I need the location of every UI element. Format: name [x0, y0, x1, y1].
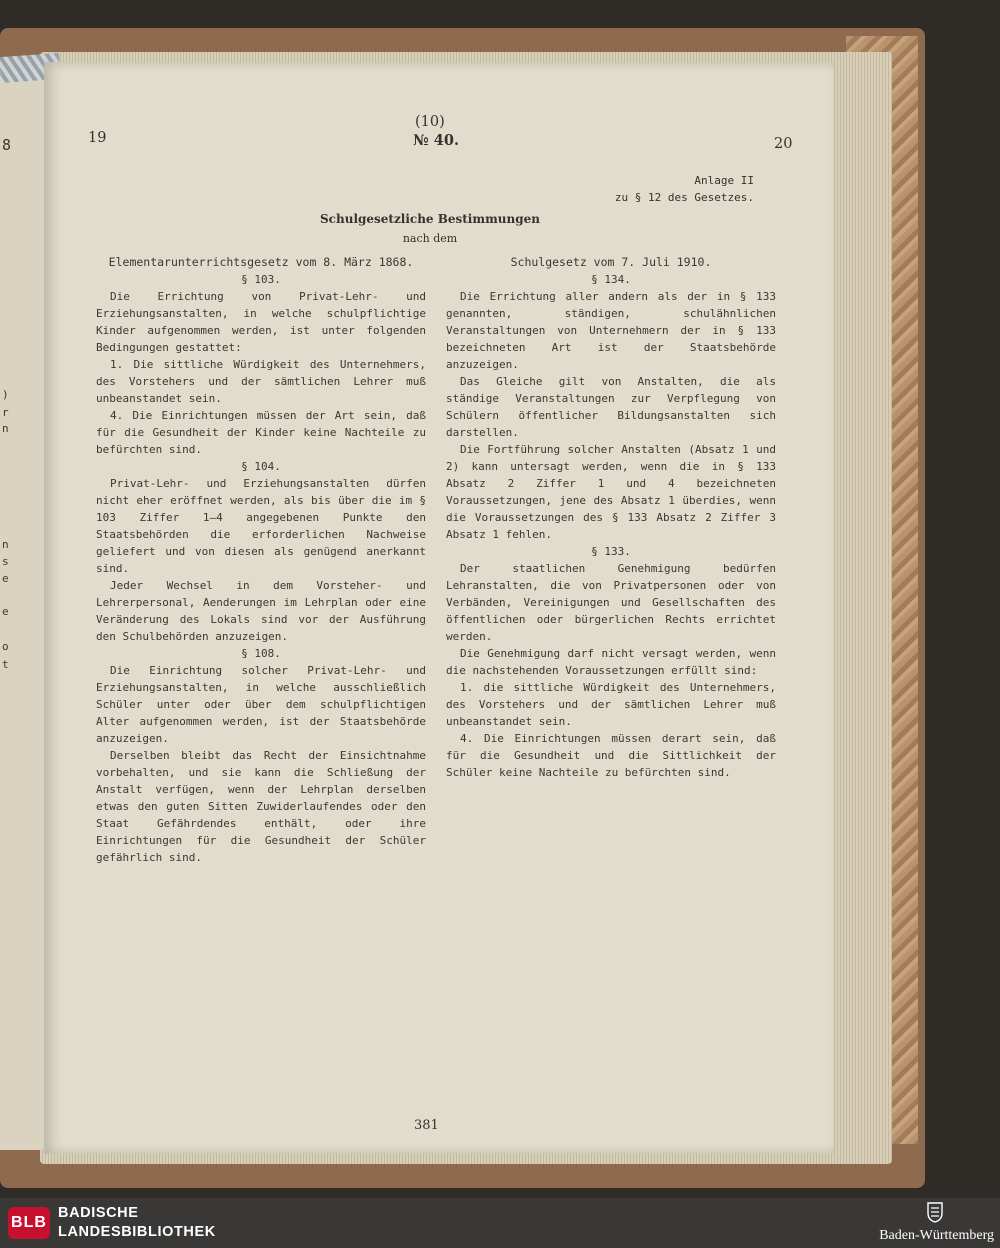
paragraph: Derselben bleibt das Recht der Einsichtnahme vorbehalten, und sie kann die Schließung der Anstalt verfügen, wenn der Lehrplan derselben etwas den guten Sitten Zuwiderlaufendes oder den Staat Gefährdendes enthält, oder ihre Einrichtungen für die Gesundheit der Schüler gefährlich sind. — [96, 749, 426, 864]
list-item: 4. Die Einrichtungen müssen derart sein, daß für die Gesundheit und die Sittlichkeit der Schüler keine Nachteile zu befürchten sind. — [446, 732, 776, 779]
library-name-line-2: LANDESBIBLIOTHEK — [58, 1224, 216, 1240]
left-column — [96, 254, 426, 866]
blb-logo[interactable]: BLB — [8, 1207, 50, 1239]
margin-fragment: 8 — [2, 136, 12, 154]
list-item: 1. Die sittliche Würdigkeit des Unternehmers, des Vorstehers und der sämtlichen Lehrer muß unbeanstandet sein. — [96, 358, 426, 405]
margin-fragment: e — [2, 605, 9, 618]
annex-note — [604, 172, 754, 206]
section-title: § 133. — [591, 545, 631, 558]
section-title: § 103. — [241, 273, 281, 286]
paragraph: Die Errichtung von Privat-Lehr- und Erziehungsanstalten, in welche schulpflichtige Kinder aufgenommen werden, ist unter folgenden Bedingungen gestattet: — [96, 290, 426, 354]
paragraph: Die Fortführung solcher Anstalten (Absatz 1 und 2) kann untersagt werden, wenn die in § 133 Absatz 2 Ziffer 1 und 4 bezeichneten Voraussetzungen, jene des Absatz 1 überdies, wenn die Voraussetzungen des § 133 Absatz 2 Ziffer 3 Absatz 1 fehlen. — [446, 443, 776, 541]
left-page-fragment — [0, 70, 48, 1150]
annex-line-1: Anlage II — [694, 174, 754, 187]
page-number-bottom: 381 — [414, 1118, 439, 1133]
paragraph: Die Errichtung aller andern als der in § 133 genannten, ständigen, schulähnlichen Veranstaltungen von Unternehmern der in § 133 bezeichneten Art ist der Staatsbehörde anzuzeigen. — [446, 290, 776, 371]
section-title: § 134. — [591, 273, 631, 286]
section-title: § 104. — [241, 460, 281, 473]
paragraph: Jeder Wechsel in dem Vorsteher- und Lehrerpersonal, Aenderungen im Lehrplan oder eine Veränderung des Lokals sind vor der Ausführung den Schulbehörden anzuzeigen. — [96, 579, 426, 643]
left-column-heading: Elementarunterrichtsgesetz vom 8. März 1868. — [108, 255, 414, 269]
margin-fragment: n — [2, 538, 9, 551]
annex-line-2: zu § 12 des Gesetzes. — [614, 191, 754, 204]
margin-fragment: o — [2, 640, 9, 653]
page-number-left: 19 — [88, 130, 107, 146]
footer-bar — [0, 1198, 1000, 1248]
right-column — [446, 254, 776, 781]
paragraph: Die Einrichtung solcher Privat-Lehr- und Erziehungsanstalten, in welche ausschließlich Schüler unter oder über dem schulpflichtigen Alter aufgenommen werden, ist der Staatsbehörde anzuzeigen. — [96, 664, 426, 745]
list-item: 1. die sittliche Würdigkeit des Unternehmers, des Vorstehers und der sämtlichen Lehrer muß unbeanstandet sein. — [446, 681, 776, 728]
state-crest-icon — [926, 1201, 944, 1223]
paragraph: Privat-Lehr- und Erziehungsanstalten dürfen nicht eher eröffnet werden, als bis über die im § 103 Ziffer 1—4 angegebenen Punkte den Staatsbehörden die erforderlichen Nachweise geliefert und von diesen als genügend anerkannt sind. — [96, 477, 426, 575]
library-name-line-1: BADISCHE — [58, 1205, 139, 1221]
document-page — [44, 62, 834, 1154]
section-title: § 108. — [241, 647, 281, 660]
margin-fragment: s — [2, 555, 9, 568]
margin-fragment: ) — [2, 388, 9, 401]
paragraph: Das Gleiche gilt von Anstalten, die als ständige Veranstaltungen zur Verpflegung von Schülern öffentlicher Bildungsanstalten sich darstellen. — [446, 375, 776, 439]
paragraph: Der staatlichen Genehmigung bedürfen Lehranstalten, die von Privatpersonen oder von Verbänden, Vereinigungen und Gesellschaften des öffentlichen oder bürgerlichen Rechts errichtet werden. — [446, 562, 776, 643]
header-issue-number: № 40. — [413, 132, 460, 149]
margin-fragment: n — [2, 422, 9, 435]
page-number-right: 20 — [774, 136, 793, 152]
document-title: Schulgesetzliche Bestimmungen — [320, 212, 540, 226]
margin-fragment: e — [2, 572, 9, 585]
margin-fragment: t — [2, 658, 9, 671]
list-item: 4. Die Einrichtungen müssen der Art sein, daß für die Gesundheit der Kinder keine Nachteile zu befürchten sind. — [96, 409, 426, 456]
document-subtitle: nach dem — [402, 232, 458, 245]
right-column-heading: Schulgesetz vom 7. Juli 1910. — [510, 255, 712, 269]
paragraph: Die Genehmigung darf nicht versagt werden, wenn die nachstehenden Voraussetzungen erfüllt sind: — [446, 647, 776, 677]
header-center-top: (10) — [415, 114, 445, 130]
margin-fragment: r — [2, 406, 9, 419]
library-name[interactable] — [58, 1204, 216, 1242]
state-name: Baden-Württemberg — [879, 1228, 994, 1243]
